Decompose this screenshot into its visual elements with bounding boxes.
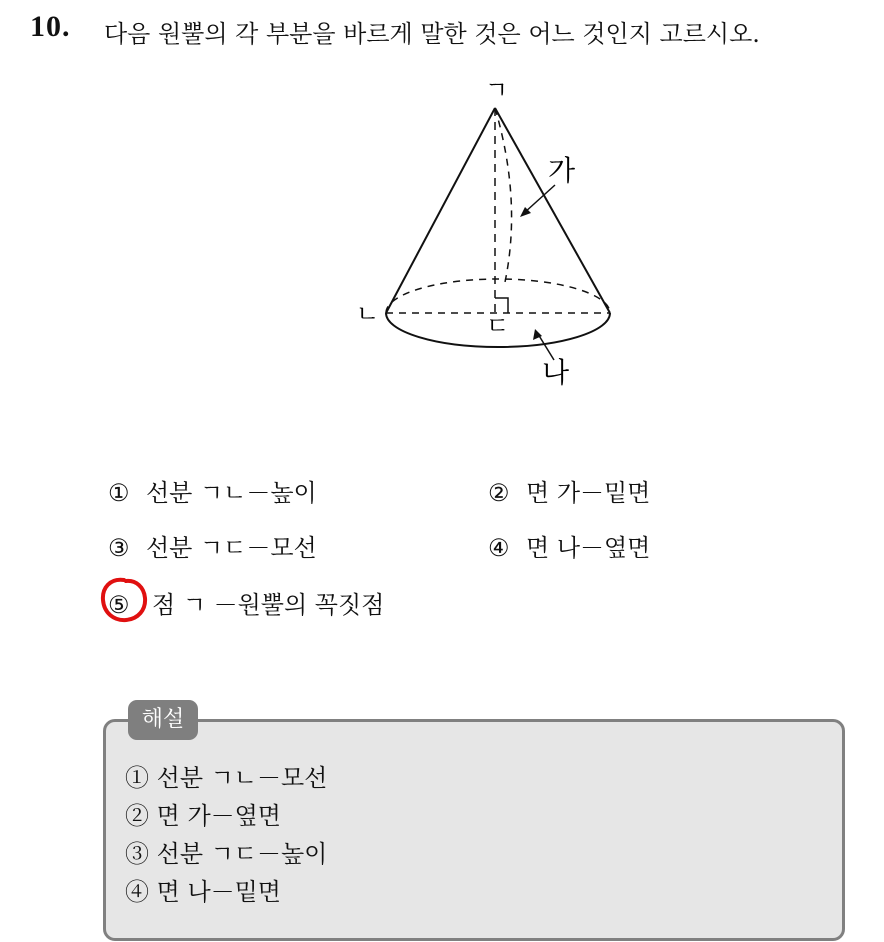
answer-circle-stroke — [103, 580, 145, 620]
base-back-arc — [386, 279, 610, 313]
label-apex: ㄱ — [485, 76, 509, 104]
right-angle-mark — [495, 298, 508, 313]
option-1[interactable] — [108, 473, 317, 508]
label-arrow-side: 가 — [548, 154, 576, 187]
option-text: 면 가－밑면 — [526, 479, 651, 507]
option-text: 점 ㄱ －원뿔의 꼭짓점 — [152, 591, 385, 619]
explanation-line-2: ② 면 가－옆면 — [125, 802, 281, 830]
option-marker: ① — [108, 479, 130, 507]
label-left-point: ㄴ — [356, 300, 380, 328]
option-text: 선분 ㄱㄴ－높이 — [146, 479, 317, 507]
question-text: 다음 원뿔의 각 부분을 바르게 말한 것은 어느 것인지 고르시오. — [104, 20, 760, 48]
option-4[interactable] — [488, 528, 650, 563]
explanation-line-4: ④ 면 나－밑면 — [125, 878, 281, 906]
label-arrow-base: 나 — [542, 356, 570, 389]
explanation-tab: 해설 — [128, 700, 198, 740]
label-center: ㄷ — [486, 312, 510, 340]
question-number: 10. — [30, 10, 71, 43]
option-marker: ④ — [488, 534, 510, 562]
explanation-line-3: ③ 선분 ㄱㄷ－높이 — [125, 840, 328, 868]
cone-left-edge — [386, 108, 495, 313]
option-marker: ② — [488, 479, 510, 507]
answer-circle-mark — [96, 572, 152, 628]
option-text: 선분 ㄱㄷ－모선 — [146, 534, 317, 562]
option-3[interactable] — [108, 528, 317, 563]
option-marker: ③ — [108, 534, 130, 562]
option-marker: ⑤ — [108, 591, 130, 619]
option-2[interactable] — [488, 473, 650, 508]
cone-diagram — [330, 70, 630, 400]
option-text: 면 나－옆면 — [526, 534, 651, 562]
explanation-line-1: ① 선분 ㄱㄴ－모선 — [125, 764, 328, 792]
